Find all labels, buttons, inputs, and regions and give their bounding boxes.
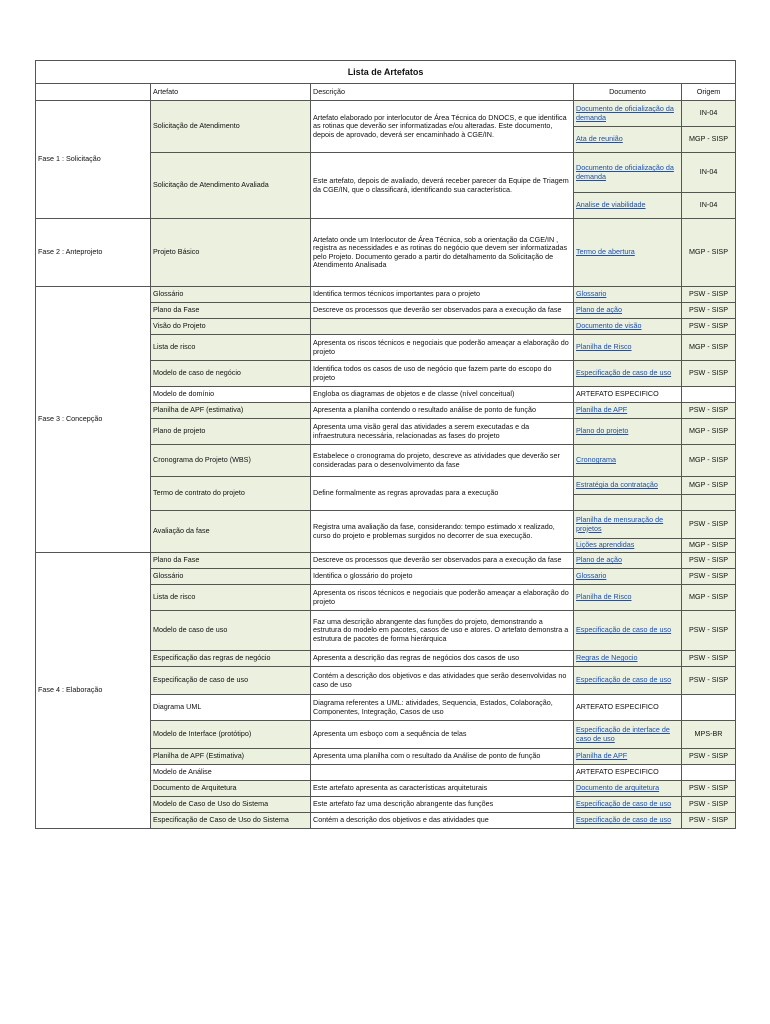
origin-cell: PSW - SISP xyxy=(682,749,736,765)
phase-1-label: Fase 1 : Solicitação xyxy=(36,101,151,219)
origin-cell: MGP - SISP xyxy=(682,335,736,361)
description-cell: Identifica todos os casos de uso de negócio que fazem parte do escopo do projeto xyxy=(311,361,574,387)
description-cell: Contém a descrição dos objetivos e das atividades que serão desenvolvidas no caso de uso xyxy=(311,667,574,695)
artifact-cell: Plano da Fase xyxy=(151,303,311,319)
description-cell: Contém a descrição dos objetivos e das atividades que xyxy=(311,813,574,829)
origin-cell: MGP - SISP xyxy=(682,539,736,553)
origin-cell xyxy=(682,695,736,721)
document-link[interactable]: Regras de Negocio xyxy=(576,653,638,663)
description-cell: Apresenta os riscos técnicos e negociais que poderão ameaçar a elaboração do projeto xyxy=(311,335,574,361)
document-link[interactable]: Especificação de caso de uso xyxy=(576,675,672,685)
description-cell: Apresenta uma planilha com o resultado da Análise de ponto de função xyxy=(311,749,574,765)
origin-cell: PSW - SISP xyxy=(682,797,736,813)
table-title: Lista de Artefatos xyxy=(36,61,736,84)
document-link[interactable]: Glossario xyxy=(576,289,607,299)
origin-cell: MPS-BR xyxy=(682,721,736,749)
origin-cell: MGP - SISP xyxy=(682,445,736,477)
origin-cell: IN-04 xyxy=(682,153,736,193)
description-cell: Define formalmente as regras aprovadas para a execução xyxy=(311,477,574,511)
description-cell: Estabelece o cronograma do projeto, descreve as atividades que deverão ser consideradas para o desenvolvimento da fase xyxy=(311,445,574,477)
artifact-cell: Modelo de Interface (protótipo) xyxy=(151,721,311,749)
description-cell: Registra uma avaliação da fase, considerando: tempo estimado x realizado, curso do projeto e problemas surgidos no decorrer de sua execução. xyxy=(311,511,574,553)
artifact-cell: Cronograma do Projeto (WBS) xyxy=(151,445,311,477)
document-link[interactable]: Planilha de mensuração de projetos xyxy=(576,515,664,533)
artifact-cell: Avaliação da fase xyxy=(151,511,311,553)
artifact-cell: Visão do Projeto xyxy=(151,319,311,335)
artifact-cell: Modelo de caso de negócio xyxy=(151,361,311,387)
artifact-cell: Diagrama UML xyxy=(151,695,311,721)
origin-cell: MGP - SISP xyxy=(682,585,736,611)
origin-cell: IN-04 xyxy=(682,193,736,219)
description-cell: Artefato elaborado por interlocutor de Área Técnica do DNOCS, e que identifica as rotinas que deverão ser informatizadas e/ou alteradas. Este documento, depois de aprovado, deverá ser encaminhado à CGE/IN. xyxy=(311,101,574,153)
document-link[interactable]: Termo de abertura xyxy=(576,247,635,257)
document-link[interactable]: Glossario xyxy=(576,571,607,581)
artifact-cell: Plano de projeto xyxy=(151,419,311,445)
origin-cell-empty xyxy=(682,495,736,511)
document-link[interactable]: Especificação de caso de uso xyxy=(576,625,672,635)
document-link[interactable]: Documento de oficialização da demanda xyxy=(576,104,674,122)
origin-cell: PSW - SISP xyxy=(682,287,736,303)
artifact-cell: Solicitação de Atendimento xyxy=(151,101,311,153)
origin-cell: PSW - SISP xyxy=(682,553,736,569)
artifact-cell: Especificação de Caso de Uso do Sistema xyxy=(151,813,311,829)
document-cell: ARTEFATO ESPECIFICO xyxy=(574,387,682,403)
document-link[interactable]: Planilha de APF xyxy=(576,751,628,761)
origin-cell: PSW - SISP xyxy=(682,569,736,585)
origin-cell xyxy=(682,387,736,403)
origin-cell: PSW - SISP xyxy=(682,611,736,651)
document-link[interactable]: Lições aprendidas xyxy=(576,540,635,550)
artifact-cell: Planilha de APF (estimativa) xyxy=(151,403,311,419)
description-cell: Engloba os diagramas de objetos e de classe (nível conceitual) xyxy=(311,387,574,403)
origin-cell: PSW - SISP xyxy=(682,361,736,387)
artifact-cell: Glossário xyxy=(151,569,311,585)
document-link[interactable]: Ata de reunião xyxy=(576,134,623,144)
description-cell: Este artefato faz uma descrição abrangente das funções xyxy=(311,797,574,813)
artifact-cell: Modelo de Caso de Uso do Sistema xyxy=(151,797,311,813)
description-cell: Faz uma descrição abrangente das funções do projeto, demonstrando a estrutura do modelo em pacotes, casos de uso e atores. O artefato demonstra a estrutura de pacotes de forma hierárquica xyxy=(311,611,574,651)
description-cell xyxy=(311,319,574,335)
origin-cell: PSW - SISP xyxy=(682,667,736,695)
document-cell: ARTEFATO ESPECIFICO xyxy=(574,765,682,781)
phase-2-label: Fase 2 : Anteprojeto xyxy=(36,219,151,287)
description-cell: Identifica o glossário do projeto xyxy=(311,569,574,585)
description-cell: Artefato onde um Interlocutor de Área Técnica, sob a orientação da CGE/IN , registra as necessidades e as rotinas do negócio que devem ser informatizadas pelo Projeto. Documento gerado a partir do detalhamento da Solicitação de Atendimento Analisada xyxy=(311,219,574,287)
origin-cell: PSW - SISP xyxy=(682,813,736,829)
origin-cell: MGP - SISP xyxy=(682,477,736,495)
origin-cell xyxy=(682,765,736,781)
document-link[interactable]: Planilha de Risco xyxy=(576,592,632,602)
artifact-cell: Termo de contrato do projeto xyxy=(151,477,311,511)
origin-cell: PSW - SISP xyxy=(682,511,736,539)
description-cell xyxy=(311,765,574,781)
artifact-cell: Modelo de domínio xyxy=(151,387,311,403)
description-cell: Apresenta um esboço com a sequência de telas xyxy=(311,721,574,749)
document-link[interactable]: Documento de arquitetura xyxy=(576,783,660,793)
artifact-cell: Projeto Básico xyxy=(151,219,311,287)
description-cell: Apresenta a descrição das regras de negócios dos casos de uso xyxy=(311,651,574,667)
artifact-cell: Modelo de caso de uso xyxy=(151,611,311,651)
header-origem: Origem xyxy=(682,84,736,101)
description-cell: Apresenta a planilha contendo o resultado análise de ponto de função xyxy=(311,403,574,419)
header-blank xyxy=(36,84,151,101)
phase-4-label: Fase 4 : Elaboração xyxy=(36,553,151,829)
document-link[interactable]: Documento de visão xyxy=(576,321,642,331)
document-link[interactable]: Plano de ação xyxy=(576,305,622,315)
document-link[interactable]: Planilha de APF xyxy=(576,405,628,415)
document-link[interactable]: Planilha de Risco xyxy=(576,342,632,352)
document-link[interactable]: Especificação de caso de uso xyxy=(576,368,672,378)
artifact-cell: Lista de risco xyxy=(151,335,311,361)
artifact-cell: Documento de Arquitetura xyxy=(151,781,311,797)
document-link[interactable]: Especificação de caso de uso xyxy=(576,799,672,809)
description-cell: Diagrama referentes a UML: atividades, Sequencia, Estados, Colaboração, Componentes, Integração, Casos de uso xyxy=(311,695,574,721)
document-cell: ARTEFATO ESPECIFICO xyxy=(574,695,682,721)
document-link[interactable]: Especificação de interface de caso de uso xyxy=(576,725,670,743)
artifact-cell: Plano da Fase xyxy=(151,553,311,569)
artifact-cell: Especificação de caso de uso xyxy=(151,667,311,695)
document-link[interactable]: Plano do projeto xyxy=(576,426,629,436)
header-documento: Documento xyxy=(574,84,682,101)
origin-cell: MGP - SISP xyxy=(682,419,736,445)
document-link[interactable]: Plano de ação xyxy=(576,555,622,565)
header-artefato: Artefato xyxy=(151,84,311,101)
document-cell-empty xyxy=(574,495,682,511)
document-link[interactable]: Analise de viabilidade xyxy=(576,200,646,210)
description-cell: Descreve os processos que deverão ser observados para a execução da fase xyxy=(311,553,574,569)
document-link[interactable]: Especificação de caso de uso xyxy=(576,815,672,825)
artifact-table xyxy=(35,60,736,829)
description-cell: Descreve os processos que deverão ser observados para a execução da fase xyxy=(311,303,574,319)
origin-cell: MGP - SISP xyxy=(682,127,736,153)
description-cell: Este artefato, depois de avaliado, deverá receber parecer da Equipe de Triagem da CGE/IN, que o classificará, identificando sua característica. xyxy=(311,153,574,219)
document-link[interactable]: Estratégia da contratação xyxy=(576,480,658,490)
description-cell: Apresenta os riscos técnicos e negociais que poderão ameaçar a elaboração do projeto xyxy=(311,585,574,611)
origin-cell: PSW - SISP xyxy=(682,303,736,319)
artifact-cell: Planilha de APF (Estimativa) xyxy=(151,749,311,765)
artifact-cell: Modelo de Análise xyxy=(151,765,311,781)
artifact-cell: Especificação das regras de negócio xyxy=(151,651,311,667)
artifact-cell: Lista de risco xyxy=(151,585,311,611)
origin-cell: PSW - SISP xyxy=(682,651,736,667)
phase-3-label: Fase 3 : Concepção xyxy=(36,287,151,553)
description-cell: Identifica termos técnicos importantes para o projeto xyxy=(311,287,574,303)
document-link[interactable]: Cronograma xyxy=(576,455,616,465)
description-cell: Este artefato apresenta as características arquiteturais xyxy=(311,781,574,797)
origin-cell: PSW - SISP xyxy=(682,781,736,797)
artifact-cell: Solicitação de Atendimento Avaliada xyxy=(151,153,311,219)
description-cell: Apresenta uma visão geral das atividades a serem executadas e da infraestrutura necessária, relacionadas as fases do projeto xyxy=(311,419,574,445)
artifact-sheet xyxy=(35,60,735,829)
origin-cell: PSW - SISP xyxy=(682,403,736,419)
origin-cell: MGP - SISP xyxy=(682,219,736,287)
artifact-cell: Glossário xyxy=(151,287,311,303)
header-descricao: Descrição xyxy=(311,84,574,101)
origin-cell: PSW - SISP xyxy=(682,319,736,335)
document-link[interactable]: Documento de oficialização da demanda xyxy=(576,163,674,181)
origin-cell: IN-04 xyxy=(682,101,736,127)
